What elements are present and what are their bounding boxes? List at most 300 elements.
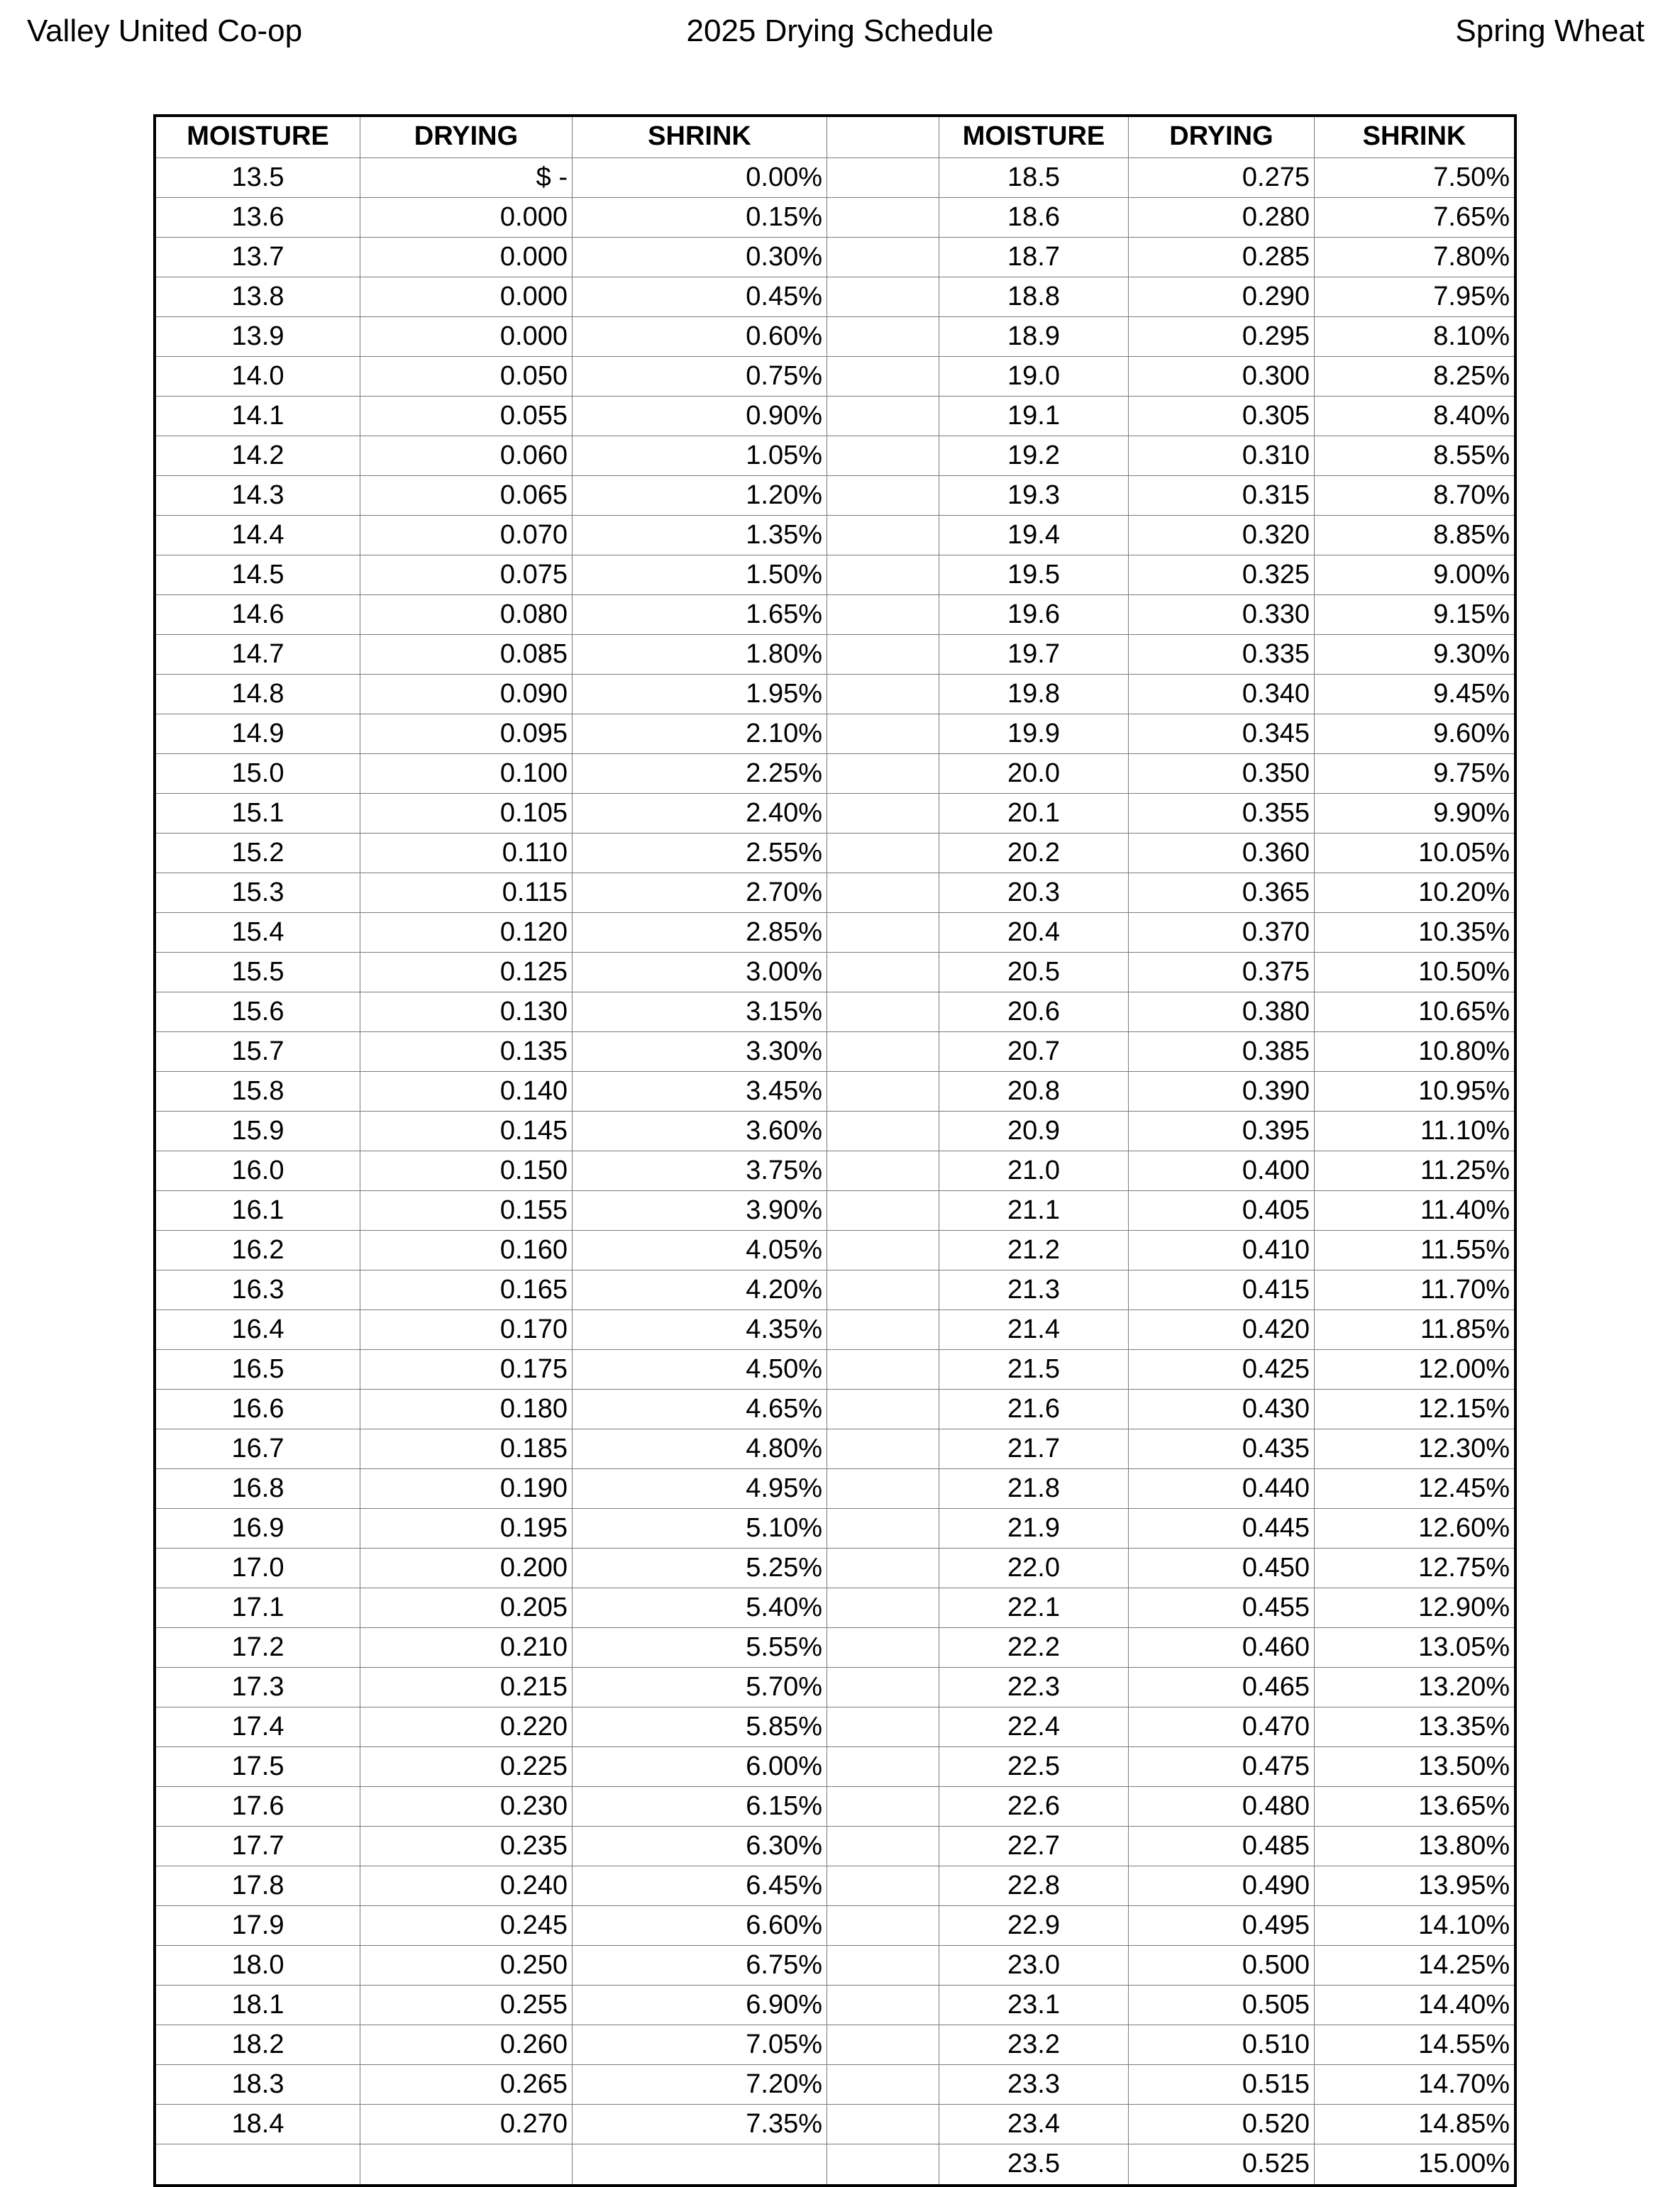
drying-cell: 0.280 [1129, 198, 1315, 237]
drying-cell: 0.150 [360, 1151, 573, 1190]
drying-cell: 0.195 [360, 1509, 573, 1548]
moisture-cell [156, 2144, 360, 2184]
shrink-cell: 2.85% [573, 913, 827, 952]
drying-schedule-table [153, 114, 1517, 2187]
spacer-cell [827, 1429, 939, 1468]
spacer-cell [827, 1827, 939, 1866]
moisture-cell: 15.9 [156, 1112, 360, 1151]
shrink-cell: 13.05% [1418, 1632, 1510, 1662]
shrink-cell: 11.10% [1420, 1116, 1510, 1146]
drying-cell: 0.240 [360, 1866, 573, 1905]
shrink-cell: 5.70% [573, 1668, 827, 1707]
shrink-cell: 4.65% [573, 1390, 827, 1429]
moisture-cell: 13.7 [156, 238, 360, 277]
moisture-cell: 21.0 [939, 1151, 1129, 1190]
moisture-cell: 14.3 [156, 476, 360, 515]
shrink-cell: 6.90% [573, 1986, 827, 2025]
table-row [156, 198, 1514, 238]
shrink-cell: 10.05% [1418, 838, 1510, 868]
spacer-cell [827, 397, 939, 436]
shrink-cell: 2.10% [573, 714, 827, 753]
drying-cell: 0.390 [1129, 1072, 1315, 1111]
table-row [156, 1509, 1514, 1549]
drying-cell: 0.305 [1129, 397, 1315, 436]
header-shrink: SHRINK [573, 117, 827, 157]
shrink-cell: 10.20% [1418, 877, 1510, 907]
drying-cell: 0.315 [1129, 476, 1315, 515]
moisture-cell: 19.2 [939, 436, 1129, 475]
drying-cell: 0.055 [360, 397, 573, 436]
moisture-cell: 16.8 [156, 1469, 360, 1508]
moisture-cell: 21.3 [939, 1270, 1129, 1310]
shrink-cell [573, 2144, 827, 2184]
shrink-cell: 9.30% [1433, 639, 1510, 669]
header-shrink-2: SHRINK [1362, 121, 1466, 151]
table-row [156, 1906, 1514, 1946]
moisture-cell: 17.8 [156, 1866, 360, 1905]
drying-cell: 0.050 [360, 357, 573, 396]
drying-cell: 0.185 [360, 1429, 573, 1468]
header-drying-2: DRYING [1129, 117, 1315, 157]
moisture-cell: 15.7 [156, 1032, 360, 1071]
table-row [156, 1827, 1514, 1866]
moisture-cell: 22.2 [939, 1628, 1129, 1667]
shrink-cell: 1.80% [573, 635, 827, 674]
drying-cell: 0.410 [1129, 1231, 1315, 1270]
shrink-cell: 14.85% [1418, 2109, 1510, 2139]
drying-cell: 0.210 [360, 1628, 573, 1667]
drying-cell: 0.070 [360, 516, 573, 555]
shrink-cell: 7.65% [1433, 202, 1510, 232]
shrink-cell: 11.25% [1420, 1156, 1510, 1185]
spacer-cell [827, 2105, 939, 2144]
drying-cell: 0.165 [360, 1270, 573, 1310]
header-moisture-2: MOISTURE [939, 117, 1129, 157]
drying-cell: 0.465 [1129, 1668, 1315, 1707]
moisture-cell: 16.6 [156, 1390, 360, 1429]
drying-cell: 0.330 [1129, 595, 1315, 634]
table-row [156, 754, 1514, 794]
drying-cell: 0.245 [360, 1906, 573, 1945]
moisture-cell: 17.9 [156, 1906, 360, 1945]
table-row [156, 158, 1514, 198]
shrink-cell: 7.95% [1433, 282, 1510, 311]
shrink-cell: 2.55% [573, 834, 827, 873]
spacer-cell [827, 595, 939, 634]
moisture-cell: 23.5 [939, 2144, 1129, 2184]
spacer-cell [827, 476, 939, 515]
drying-cell: 0.355 [1129, 794, 1315, 833]
table-row [156, 1270, 1514, 1310]
shrink-cell: 0.60% [573, 317, 827, 356]
shrink-cell: 4.35% [573, 1310, 827, 1349]
spacer-cell [827, 1549, 939, 1588]
moisture-cell: 17.7 [156, 1827, 360, 1866]
shrink-cell: 6.30% [573, 1827, 827, 1866]
moisture-cell: 15.6 [156, 992, 360, 1031]
drying-cell: 0.190 [360, 1469, 573, 1508]
drying-cell: 0.175 [360, 1350, 573, 1389]
moisture-cell: 18.3 [156, 2065, 360, 2104]
table-row [156, 1787, 1514, 1827]
drying-cell: 0.275 [1129, 158, 1315, 197]
moisture-cell: 18.1 [156, 1986, 360, 2025]
moisture-cell: 20.0 [939, 754, 1129, 793]
drying-cell: 0.100 [360, 754, 573, 793]
shrink-cell: 0.45% [573, 277, 827, 316]
spacer-cell [827, 158, 939, 197]
spacer-cell [827, 873, 939, 912]
moisture-cell: 21.1 [939, 1191, 1129, 1230]
shrink-cell: 0.15% [573, 198, 827, 237]
moisture-cell: 13.5 [156, 158, 360, 197]
shrink-cell: 7.05% [573, 2025, 827, 2064]
drying-cell: 0.490 [1129, 1866, 1315, 1905]
moisture-cell: 18.2 [156, 2025, 360, 2064]
spacer-cell [827, 277, 939, 316]
shrink-cell: 1.50% [573, 555, 827, 594]
shrink-cell: 4.05% [573, 1231, 827, 1270]
drying-cell: 0.480 [1129, 1787, 1315, 1826]
moisture-cell: 20.2 [939, 834, 1129, 873]
shrink-cell: 10.50% [1418, 957, 1510, 987]
drying-cell: $ - [360, 158, 573, 197]
header-spacer [827, 117, 939, 157]
shrink-cell: 10.95% [1418, 1076, 1510, 1106]
moisture-cell: 14.4 [156, 516, 360, 555]
drying-cell: 0.295 [1129, 317, 1315, 356]
moisture-cell: 18.5 [939, 158, 1129, 197]
table-row [156, 238, 1514, 277]
moisture-cell: 14.2 [156, 436, 360, 475]
shrink-cell: 12.00% [1418, 1354, 1510, 1384]
drying-cell: 0.385 [1129, 1032, 1315, 1071]
drying-cell: 0.325 [1129, 555, 1315, 594]
shrink-cell: 2.70% [573, 873, 827, 912]
drying-cell: 0.400 [1129, 1151, 1315, 1190]
shrink-cell: 1.05% [573, 436, 827, 475]
drying-cell: 0.485 [1129, 1827, 1315, 1866]
shrink-cell: 11.70% [1420, 1275, 1510, 1305]
header-drying: DRYING [360, 117, 573, 157]
table-row [156, 635, 1514, 675]
drying-cell: 0.430 [1129, 1390, 1315, 1429]
drying-cell: 0.090 [360, 675, 573, 714]
shrink-cell: 12.75% [1418, 1553, 1510, 1583]
shrink-cell: 8.55% [1433, 441, 1510, 470]
spacer-cell [827, 1231, 939, 1270]
shrink-cell: 14.40% [1418, 1990, 1510, 2020]
drying-cell: 0.085 [360, 635, 573, 674]
moisture-cell: 21.5 [939, 1350, 1129, 1389]
spacer-cell [827, 1668, 939, 1707]
moisture-cell: 22.3 [939, 1668, 1129, 1707]
spacer-cell [827, 1628, 939, 1667]
shrink-cell: 9.00% [1433, 560, 1510, 589]
moisture-cell: 17.1 [156, 1588, 360, 1627]
spacer-cell [827, 317, 939, 356]
moisture-cell: 18.7 [939, 238, 1129, 277]
drying-cell: 0.510 [1129, 2025, 1315, 2064]
table-row [156, 1866, 1514, 1906]
shrink-cell: 5.40% [573, 1588, 827, 1627]
shrink-cell: 10.35% [1418, 917, 1510, 947]
shrink-cell: 5.85% [573, 1707, 827, 1746]
spacer-cell [827, 436, 939, 475]
moisture-cell: 19.9 [939, 714, 1129, 753]
table-row [156, 1191, 1514, 1231]
spacer-cell [827, 198, 939, 237]
spacer-cell [827, 1986, 939, 2025]
shrink-cell: 3.45% [573, 1072, 827, 1111]
table-row [156, 2025, 1514, 2065]
shrink-cell: 3.00% [573, 953, 827, 992]
drying-cell: 0.515 [1129, 2065, 1315, 2104]
drying-cell: 0.170 [360, 1310, 573, 1349]
table-row [156, 1151, 1514, 1191]
drying-cell: 0.345 [1129, 714, 1315, 753]
drying-cell [360, 2144, 573, 2184]
drying-cell: 0.265 [360, 2065, 573, 2104]
shrink-cell: 6.00% [573, 1747, 827, 1786]
drying-cell: 0.205 [360, 1588, 573, 1627]
shrink-cell: 6.15% [573, 1787, 827, 1826]
spacer-cell [827, 516, 939, 555]
shrink-cell: 13.65% [1418, 1791, 1510, 1821]
drying-cell: 0.250 [360, 1946, 573, 1985]
moisture-cell: 23.3 [939, 2065, 1129, 2104]
moisture-cell: 16.2 [156, 1231, 360, 1270]
spacer-cell [827, 357, 939, 396]
moisture-cell: 15.4 [156, 913, 360, 952]
moisture-cell: 22.1 [939, 1588, 1129, 1627]
shrink-cell: 9.15% [1433, 599, 1510, 629]
moisture-cell: 22.5 [939, 1747, 1129, 1786]
moisture-cell: 23.2 [939, 2025, 1129, 2064]
shrink-cell: 8.25% [1433, 361, 1510, 391]
drying-cell: 0.450 [1129, 1549, 1315, 1588]
drying-cell: 0.420 [1129, 1310, 1315, 1349]
drying-cell: 0.375 [1129, 953, 1315, 992]
table-row [156, 1668, 1514, 1707]
moisture-cell: 19.5 [939, 555, 1129, 594]
table-body [156, 158, 1514, 2184]
shrink-cell: 14.70% [1418, 2069, 1510, 2099]
drying-cell: 0.520 [1129, 2105, 1315, 2144]
spacer-cell [827, 794, 939, 833]
shrink-cell: 0.30% [573, 238, 827, 277]
moisture-cell: 14.1 [156, 397, 360, 436]
shrink-cell: 1.65% [573, 595, 827, 634]
shrink-cell: 1.95% [573, 675, 827, 714]
moisture-cell: 17.0 [156, 1549, 360, 1588]
table-row [156, 992, 1514, 1032]
drying-cell: 0.440 [1129, 1469, 1315, 1508]
shrink-cell: 11.55% [1420, 1235, 1510, 1265]
table-row [156, 1469, 1514, 1509]
drying-cell: 0.110 [360, 834, 573, 873]
drying-cell: 0.215 [360, 1668, 573, 1707]
moisture-cell: 17.5 [156, 1747, 360, 1786]
shrink-cell: 7.35% [573, 2105, 827, 2144]
table-row [156, 436, 1514, 476]
drying-cell: 0.120 [360, 913, 573, 952]
table-row [156, 1946, 1514, 1986]
shrink-cell: 3.90% [573, 1191, 827, 1230]
moisture-cell: 19.0 [939, 357, 1129, 396]
moisture-cell: 14.6 [156, 595, 360, 634]
drying-cell: 0.505 [1129, 1986, 1315, 2025]
spacer-cell [827, 635, 939, 674]
shrink-cell: 14.55% [1418, 2030, 1510, 2059]
moisture-cell: 22.0 [939, 1549, 1129, 1588]
drying-cell: 0.335 [1129, 635, 1315, 674]
shrink-cell: 8.85% [1433, 520, 1510, 550]
moisture-cell: 19.6 [939, 595, 1129, 634]
spacer-cell [827, 238, 939, 277]
drying-cell: 0.125 [360, 953, 573, 992]
shrink-cell: 13.50% [1418, 1751, 1510, 1781]
table-row [156, 1986, 1514, 2025]
spacer-cell [827, 1906, 939, 1945]
shrink-cell: 1.20% [573, 476, 827, 515]
shrink-cell: 10.65% [1418, 997, 1510, 1026]
drying-cell: 0.230 [360, 1787, 573, 1826]
shrink-cell: 7.20% [573, 2065, 827, 2104]
moisture-cell: 15.1 [156, 794, 360, 833]
drying-cell: 0.455 [1129, 1588, 1315, 1627]
moisture-cell: 13.9 [156, 317, 360, 356]
spacer-cell [827, 714, 939, 753]
spacer-cell [827, 1866, 939, 1905]
moisture-cell: 20.6 [939, 992, 1129, 1031]
spacer-cell [827, 992, 939, 1031]
spacer-cell [827, 1310, 939, 1349]
moisture-cell: 21.6 [939, 1390, 1129, 1429]
table-row [156, 714, 1514, 754]
moisture-cell: 18.9 [939, 317, 1129, 356]
spacer-cell [827, 2025, 939, 2064]
table-row [156, 953, 1514, 992]
shrink-cell: 12.30% [1418, 1434, 1510, 1463]
table-row [156, 1072, 1514, 1112]
shrink-cell: 2.25% [573, 754, 827, 793]
moisture-cell: 21.9 [939, 1509, 1129, 1548]
moisture-cell: 19.8 [939, 675, 1129, 714]
table-row [156, 1231, 1514, 1270]
shrink-cell: 13.95% [1418, 1871, 1510, 1900]
drying-cell: 0.130 [360, 992, 573, 1031]
moisture-cell: 17.4 [156, 1707, 360, 1746]
moisture-cell: 15.8 [156, 1072, 360, 1111]
drying-cell: 0.255 [360, 1986, 573, 2025]
spacer-cell [827, 1588, 939, 1627]
spacer-cell [827, 1707, 939, 1746]
drying-cell: 0.290 [1129, 277, 1315, 316]
moisture-cell: 19.4 [939, 516, 1129, 555]
spacer-cell [827, 1350, 939, 1389]
crop-name: Spring Wheat [1455, 13, 1645, 48]
moisture-cell: 22.4 [939, 1707, 1129, 1746]
drying-cell: 0.475 [1129, 1747, 1315, 1786]
drying-cell: 0.350 [1129, 754, 1315, 793]
moisture-cell: 20.4 [939, 913, 1129, 952]
shrink-cell: 7.50% [1433, 162, 1510, 192]
spacer-cell [827, 1787, 939, 1826]
moisture-cell: 20.7 [939, 1032, 1129, 1071]
table-row [156, 1032, 1514, 1072]
shrink-cell: 6.75% [573, 1946, 827, 1985]
spacer-cell [827, 1270, 939, 1310]
moisture-cell: 23.1 [939, 1986, 1129, 2025]
moisture-cell: 15.5 [156, 953, 360, 992]
table-row [156, 1588, 1514, 1628]
moisture-cell: 18.6 [939, 198, 1129, 237]
table-row [156, 357, 1514, 397]
spacer-cell [827, 1191, 939, 1230]
table-row [156, 913, 1514, 953]
table-row [156, 1549, 1514, 1588]
table-row [156, 277, 1514, 317]
moisture-cell: 14.8 [156, 675, 360, 714]
moisture-cell: 19.7 [939, 635, 1129, 674]
shrink-cell: 3.15% [573, 992, 827, 1031]
shrink-cell: 9.75% [1433, 758, 1510, 788]
table-row [156, 873, 1514, 913]
shrink-cell: 4.80% [573, 1429, 827, 1468]
shrink-cell: 0.90% [573, 397, 827, 436]
coop-name: Valley United Co-op [27, 13, 303, 48]
spacer-cell [827, 555, 939, 594]
drying-cell: 0.000 [360, 277, 573, 316]
shrink-cell: 4.50% [573, 1350, 827, 1389]
shrink-cell: 12.15% [1418, 1394, 1510, 1424]
table-row [156, 595, 1514, 635]
drying-cell: 0.395 [1129, 1112, 1315, 1151]
drying-cell: 0.160 [360, 1231, 573, 1270]
spacer-cell [827, 1112, 939, 1151]
shrink-cell: 12.90% [1418, 1593, 1510, 1622]
moisture-cell: 14.5 [156, 555, 360, 594]
spacer-cell [827, 1072, 939, 1111]
drying-cell: 0.365 [1129, 873, 1315, 912]
shrink-cell: 3.60% [573, 1112, 827, 1151]
moisture-cell: 20.5 [939, 953, 1129, 992]
table-row [156, 1112, 1514, 1151]
moisture-cell: 15.2 [156, 834, 360, 873]
shrink-cell: 6.45% [573, 1866, 827, 1905]
shrink-cell: 11.40% [1420, 1195, 1510, 1225]
table-row [156, 397, 1514, 436]
table-row [156, 1310, 1514, 1350]
drying-cell: 0.380 [1129, 992, 1315, 1031]
moisture-cell: 22.8 [939, 1866, 1129, 1905]
shrink-cell: 12.45% [1418, 1473, 1510, 1503]
drying-cell: 0.080 [360, 595, 573, 634]
table-row [156, 2144, 1514, 2184]
spacer-cell [827, 1747, 939, 1786]
table-header-row [156, 117, 1514, 158]
spacer-cell [827, 834, 939, 873]
table-row [156, 317, 1514, 357]
table-row [156, 834, 1514, 873]
shrink-cell: 13.80% [1418, 1831, 1510, 1861]
shrink-cell: 5.55% [573, 1628, 827, 1667]
moisture-cell: 13.6 [156, 198, 360, 237]
shrink-cell: 6.60% [573, 1906, 827, 1945]
drying-cell: 0.270 [360, 2105, 573, 2144]
moisture-cell: 22.6 [939, 1787, 1129, 1826]
